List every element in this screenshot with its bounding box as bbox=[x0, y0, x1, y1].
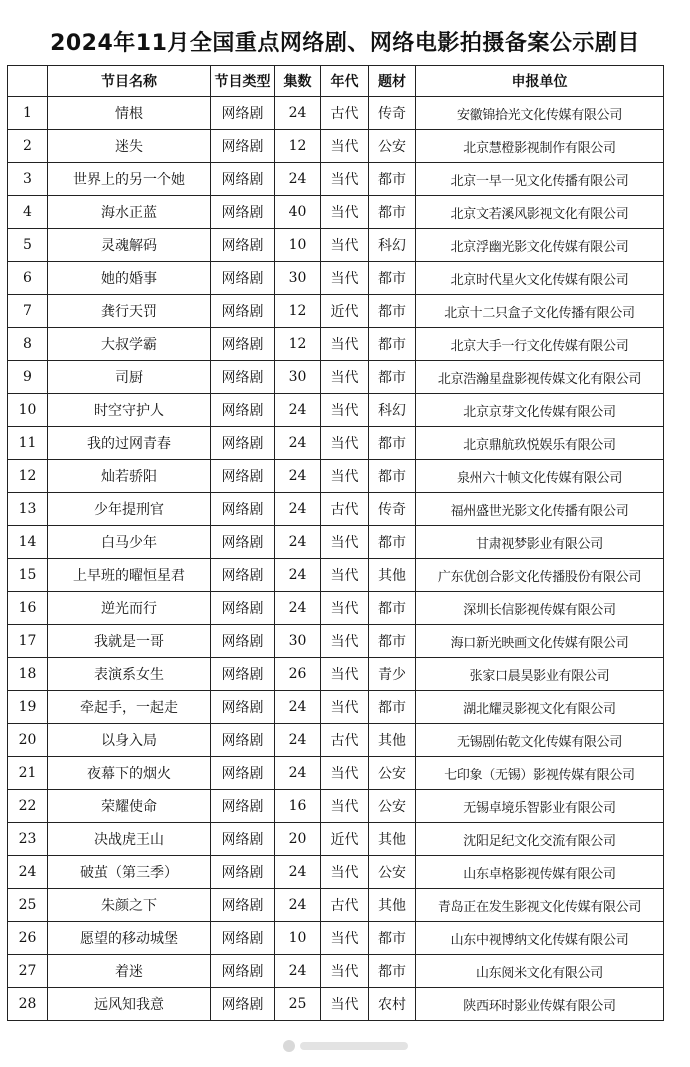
theme: 其他 bbox=[369, 889, 416, 922]
episodes: 16 bbox=[275, 790, 321, 823]
theme: 都市 bbox=[369, 328, 416, 361]
era: 当代 bbox=[321, 262, 369, 295]
row-index: 12 bbox=[8, 460, 48, 493]
program-name: 上早班的曜恒星君 bbox=[48, 559, 211, 592]
program-name: 少年提刑官 bbox=[48, 493, 211, 526]
program-name: 迷失 bbox=[48, 130, 211, 163]
table-row bbox=[8, 625, 664, 658]
header-applicant: 申报单位 bbox=[416, 66, 664, 97]
program-type: 网络剧 bbox=[211, 823, 275, 856]
program-type: 网络剧 bbox=[211, 328, 275, 361]
applicant-unit: 北京京芽文化传媒有限公司 bbox=[416, 394, 664, 427]
program-name: 表演系女生 bbox=[48, 658, 211, 691]
theme: 都市 bbox=[369, 592, 416, 625]
program-type: 网络剧 bbox=[211, 196, 275, 229]
era: 当代 bbox=[321, 196, 369, 229]
program-type: 网络剧 bbox=[211, 526, 275, 559]
episodes: 24 bbox=[275, 163, 321, 196]
row-index: 24 bbox=[8, 856, 48, 889]
program-name: 以身入局 bbox=[48, 724, 211, 757]
table-row bbox=[8, 163, 664, 196]
row-index: 14 bbox=[8, 526, 48, 559]
episodes: 40 bbox=[275, 196, 321, 229]
theme: 科幻 bbox=[369, 229, 416, 262]
program-name: 时空守护人 bbox=[48, 394, 211, 427]
era: 当代 bbox=[321, 526, 369, 559]
episodes: 24 bbox=[275, 97, 321, 130]
row-index: 5 bbox=[8, 229, 48, 262]
program-name: 情根 bbox=[48, 97, 211, 130]
program-type: 网络剧 bbox=[211, 493, 275, 526]
theme: 都市 bbox=[369, 361, 416, 394]
table-body bbox=[8, 97, 664, 1021]
theme: 农村 bbox=[369, 988, 416, 1021]
era: 古代 bbox=[321, 97, 369, 130]
episodes: 30 bbox=[275, 361, 321, 394]
table-row bbox=[8, 922, 664, 955]
applicant-unit: 北京一早一见文化传播有限公司 bbox=[416, 163, 664, 196]
program-name: 决战虎王山 bbox=[48, 823, 211, 856]
program-name: 着迷 bbox=[48, 955, 211, 988]
applicant-unit: 深圳长信影视传媒有限公司 bbox=[416, 592, 664, 625]
row-index: 4 bbox=[8, 196, 48, 229]
episodes: 24 bbox=[275, 889, 321, 922]
applicant-unit: 北京文若溪风影视文化有限公司 bbox=[416, 196, 664, 229]
applicant-unit: 山东卓格影视传媒有限公司 bbox=[416, 856, 664, 889]
episodes: 24 bbox=[275, 460, 321, 493]
theme: 其他 bbox=[369, 724, 416, 757]
row-index: 20 bbox=[8, 724, 48, 757]
era: 当代 bbox=[321, 625, 369, 658]
episodes: 12 bbox=[275, 328, 321, 361]
theme: 公安 bbox=[369, 130, 416, 163]
program-name: 我的过网青春 bbox=[48, 427, 211, 460]
program-type: 网络剧 bbox=[211, 658, 275, 691]
era: 当代 bbox=[321, 460, 369, 493]
theme: 都市 bbox=[369, 922, 416, 955]
applicant-unit: 无锡剧佑乾文化传媒有限公司 bbox=[416, 724, 664, 757]
row-index: 21 bbox=[8, 757, 48, 790]
era: 近代 bbox=[321, 295, 369, 328]
program-name: 愿望的移动城堡 bbox=[48, 922, 211, 955]
era: 当代 bbox=[321, 559, 369, 592]
episodes: 24 bbox=[275, 526, 321, 559]
theme: 都市 bbox=[369, 625, 416, 658]
era: 当代 bbox=[321, 955, 369, 988]
episodes: 20 bbox=[275, 823, 321, 856]
program-type: 网络剧 bbox=[211, 130, 275, 163]
table-row bbox=[8, 97, 664, 130]
era: 近代 bbox=[321, 823, 369, 856]
era: 当代 bbox=[321, 328, 369, 361]
header-era: 年代 bbox=[321, 66, 369, 97]
era: 当代 bbox=[321, 658, 369, 691]
episodes: 25 bbox=[275, 988, 321, 1021]
applicant-unit: 北京慧橙影视制作有限公司 bbox=[416, 130, 664, 163]
program-type: 网络剧 bbox=[211, 988, 275, 1021]
theme: 传奇 bbox=[369, 97, 416, 130]
table-row bbox=[8, 559, 664, 592]
theme: 都市 bbox=[369, 691, 416, 724]
applicant-unit: 青岛正在发生影视文化传媒有限公司 bbox=[416, 889, 664, 922]
episodes: 12 bbox=[275, 130, 321, 163]
program-type: 网络剧 bbox=[211, 889, 275, 922]
theme: 科幻 bbox=[369, 394, 416, 427]
watermark-logo bbox=[282, 1038, 412, 1054]
program-type: 网络剧 bbox=[211, 97, 275, 130]
row-index: 3 bbox=[8, 163, 48, 196]
era: 古代 bbox=[321, 724, 369, 757]
table-row bbox=[8, 955, 664, 988]
program-type: 网络剧 bbox=[211, 295, 275, 328]
row-index: 15 bbox=[8, 559, 48, 592]
program-type: 网络剧 bbox=[211, 955, 275, 988]
row-index: 6 bbox=[8, 262, 48, 295]
table-row bbox=[8, 691, 664, 724]
applicant-unit: 沈阳足纪文化交流有限公司 bbox=[416, 823, 664, 856]
theme: 公安 bbox=[369, 790, 416, 823]
applicant-unit: 陕西环时影业传媒有限公司 bbox=[416, 988, 664, 1021]
applicant-unit: 安徽锦拾光文化传媒有限公司 bbox=[416, 97, 664, 130]
program-name: 海水正蓝 bbox=[48, 196, 211, 229]
era: 当代 bbox=[321, 922, 369, 955]
table-row bbox=[8, 724, 664, 757]
program-type: 网络剧 bbox=[211, 262, 275, 295]
program-type: 网络剧 bbox=[211, 163, 275, 196]
era: 当代 bbox=[321, 427, 369, 460]
theme: 都市 bbox=[369, 196, 416, 229]
table-row bbox=[8, 592, 664, 625]
row-index: 8 bbox=[8, 328, 48, 361]
row-index: 13 bbox=[8, 493, 48, 526]
row-index: 2 bbox=[8, 130, 48, 163]
program-name: 司厨 bbox=[48, 361, 211, 394]
program-name: 龚行天罚 bbox=[48, 295, 211, 328]
episodes: 24 bbox=[275, 856, 321, 889]
theme: 青少 bbox=[369, 658, 416, 691]
theme: 都市 bbox=[369, 262, 416, 295]
era: 当代 bbox=[321, 130, 369, 163]
episodes: 30 bbox=[275, 262, 321, 295]
episodes: 12 bbox=[275, 295, 321, 328]
table-row bbox=[8, 262, 664, 295]
program-type: 网络剧 bbox=[211, 724, 275, 757]
applicant-unit: 广东优创合影文化传播股份有限公司 bbox=[416, 559, 664, 592]
table-row bbox=[8, 493, 664, 526]
program-type: 网络剧 bbox=[211, 922, 275, 955]
row-index: 26 bbox=[8, 922, 48, 955]
era: 当代 bbox=[321, 856, 369, 889]
era: 当代 bbox=[321, 394, 369, 427]
applicant-unit: 北京大手一行文化传媒有限公司 bbox=[416, 328, 664, 361]
row-index: 27 bbox=[8, 955, 48, 988]
episodes: 24 bbox=[275, 493, 321, 526]
header-index bbox=[8, 66, 48, 97]
table-row bbox=[8, 361, 664, 394]
table-row bbox=[8, 856, 664, 889]
applicant-unit: 山东中视博纳文化传媒有限公司 bbox=[416, 922, 664, 955]
filing-table bbox=[7, 65, 664, 1021]
theme: 公安 bbox=[369, 856, 416, 889]
table-row bbox=[8, 757, 664, 790]
era: 当代 bbox=[321, 361, 369, 394]
episodes: 24 bbox=[275, 427, 321, 460]
program-name: 大叔学霸 bbox=[48, 328, 211, 361]
episodes: 24 bbox=[275, 559, 321, 592]
theme: 传奇 bbox=[369, 493, 416, 526]
row-index: 10 bbox=[8, 394, 48, 427]
row-index: 11 bbox=[8, 427, 48, 460]
program-name: 世界上的另一个她 bbox=[48, 163, 211, 196]
applicant-unit: 湖北耀灵影视文化有限公司 bbox=[416, 691, 664, 724]
episodes: 26 bbox=[275, 658, 321, 691]
theme: 其他 bbox=[369, 559, 416, 592]
applicant-unit: 北京十二只盒子文化传播有限公司 bbox=[416, 295, 664, 328]
era: 当代 bbox=[321, 163, 369, 196]
row-index: 16 bbox=[8, 592, 48, 625]
applicant-unit: 北京鼎航玖悦娱乐有限公司 bbox=[416, 427, 664, 460]
episodes: 24 bbox=[275, 691, 321, 724]
era: 当代 bbox=[321, 592, 369, 625]
row-index: 22 bbox=[8, 790, 48, 823]
program-type: 网络剧 bbox=[211, 856, 275, 889]
episodes: 24 bbox=[275, 724, 321, 757]
program-name: 荣耀使命 bbox=[48, 790, 211, 823]
applicant-unit: 泉州六十帧文化传媒有限公司 bbox=[416, 460, 664, 493]
header-program-name: 节目名称 bbox=[48, 66, 211, 97]
program-type: 网络剧 bbox=[211, 229, 275, 262]
theme: 都市 bbox=[369, 163, 416, 196]
program-name: 她的婚事 bbox=[48, 262, 211, 295]
applicant-unit: 北京浩瀚星盘影视传媒文化有限公司 bbox=[416, 361, 664, 394]
program-name: 灿若骄阳 bbox=[48, 460, 211, 493]
program-type: 网络剧 bbox=[211, 427, 275, 460]
applicant-unit: 张家口晨昊影业有限公司 bbox=[416, 658, 664, 691]
theme: 其他 bbox=[369, 823, 416, 856]
program-name: 灵魂解码 bbox=[48, 229, 211, 262]
episodes: 24 bbox=[275, 394, 321, 427]
program-type: 网络剧 bbox=[211, 460, 275, 493]
row-index: 7 bbox=[8, 295, 48, 328]
header-row bbox=[8, 66, 664, 97]
era: 古代 bbox=[321, 493, 369, 526]
era: 当代 bbox=[321, 691, 369, 724]
header-theme: 题材 bbox=[369, 66, 416, 97]
row-index: 23 bbox=[8, 823, 48, 856]
applicant-unit: 七印象（无锡）影视传媒有限公司 bbox=[416, 757, 664, 790]
row-index: 18 bbox=[8, 658, 48, 691]
era: 当代 bbox=[321, 229, 369, 262]
applicant-unit: 北京时代星火文化传媒有限公司 bbox=[416, 262, 664, 295]
row-index: 28 bbox=[8, 988, 48, 1021]
applicant-unit: 福州盛世光影文化传播有限公司 bbox=[416, 493, 664, 526]
table-row bbox=[8, 328, 664, 361]
table-row bbox=[8, 295, 664, 328]
episodes: 10 bbox=[275, 229, 321, 262]
program-type: 网络剧 bbox=[211, 361, 275, 394]
applicant-unit: 北京浮幽光影文化传媒有限公司 bbox=[416, 229, 664, 262]
table-row bbox=[8, 427, 664, 460]
program-name: 逆光而行 bbox=[48, 592, 211, 625]
era: 古代 bbox=[321, 889, 369, 922]
program-type: 网络剧 bbox=[211, 394, 275, 427]
theme: 都市 bbox=[369, 427, 416, 460]
header-program-type: 节目类型 bbox=[211, 66, 275, 97]
table-row bbox=[8, 790, 664, 823]
row-index: 19 bbox=[8, 691, 48, 724]
program-name: 夜幕下的烟火 bbox=[48, 757, 211, 790]
program-type: 网络剧 bbox=[211, 592, 275, 625]
applicant-unit: 海口新光映画文化传媒有限公司 bbox=[416, 625, 664, 658]
episodes: 24 bbox=[275, 592, 321, 625]
header-episodes: 集数 bbox=[275, 66, 321, 97]
era: 当代 bbox=[321, 790, 369, 823]
program-type: 网络剧 bbox=[211, 757, 275, 790]
row-index: 25 bbox=[8, 889, 48, 922]
program-type: 网络剧 bbox=[211, 691, 275, 724]
program-name: 白马少年 bbox=[48, 526, 211, 559]
program-name: 朱颜之下 bbox=[48, 889, 211, 922]
table-row bbox=[8, 823, 664, 856]
program-name: 破茧（第三季） bbox=[48, 856, 211, 889]
table-row bbox=[8, 394, 664, 427]
applicant-unit: 甘肃视梦影业有限公司 bbox=[416, 526, 664, 559]
program-type: 网络剧 bbox=[211, 625, 275, 658]
episodes: 10 bbox=[275, 922, 321, 955]
table-row bbox=[8, 988, 664, 1021]
table-row bbox=[8, 460, 664, 493]
program-type: 网络剧 bbox=[211, 559, 275, 592]
table-row bbox=[8, 130, 664, 163]
theme: 都市 bbox=[369, 955, 416, 988]
theme: 都市 bbox=[369, 526, 416, 559]
program-name: 我就是一哥 bbox=[48, 625, 211, 658]
table-row bbox=[8, 889, 664, 922]
program-name: 牵起手，一起走 bbox=[48, 691, 211, 724]
page-title: 2024年11月全国重点网络剧、网络电影拍摄备案公示剧目 bbox=[50, 31, 640, 56]
applicant-unit: 无锡卓境乐智影业有限公司 bbox=[416, 790, 664, 823]
table-row bbox=[8, 229, 664, 262]
episodes: 24 bbox=[275, 955, 321, 988]
applicant-unit: 山东阅米文化有限公司 bbox=[416, 955, 664, 988]
theme: 都市 bbox=[369, 295, 416, 328]
episodes: 24 bbox=[275, 757, 321, 790]
row-index: 1 bbox=[8, 97, 48, 130]
episodes: 30 bbox=[275, 625, 321, 658]
era: 当代 bbox=[321, 988, 369, 1021]
table-row bbox=[8, 658, 664, 691]
theme: 公安 bbox=[369, 757, 416, 790]
table-row bbox=[8, 526, 664, 559]
row-index: 17 bbox=[8, 625, 48, 658]
era: 当代 bbox=[321, 757, 369, 790]
program-type: 网络剧 bbox=[211, 790, 275, 823]
theme: 都市 bbox=[369, 460, 416, 493]
row-index: 9 bbox=[8, 361, 48, 394]
program-name: 远风知我意 bbox=[48, 988, 211, 1021]
table-row bbox=[8, 196, 664, 229]
